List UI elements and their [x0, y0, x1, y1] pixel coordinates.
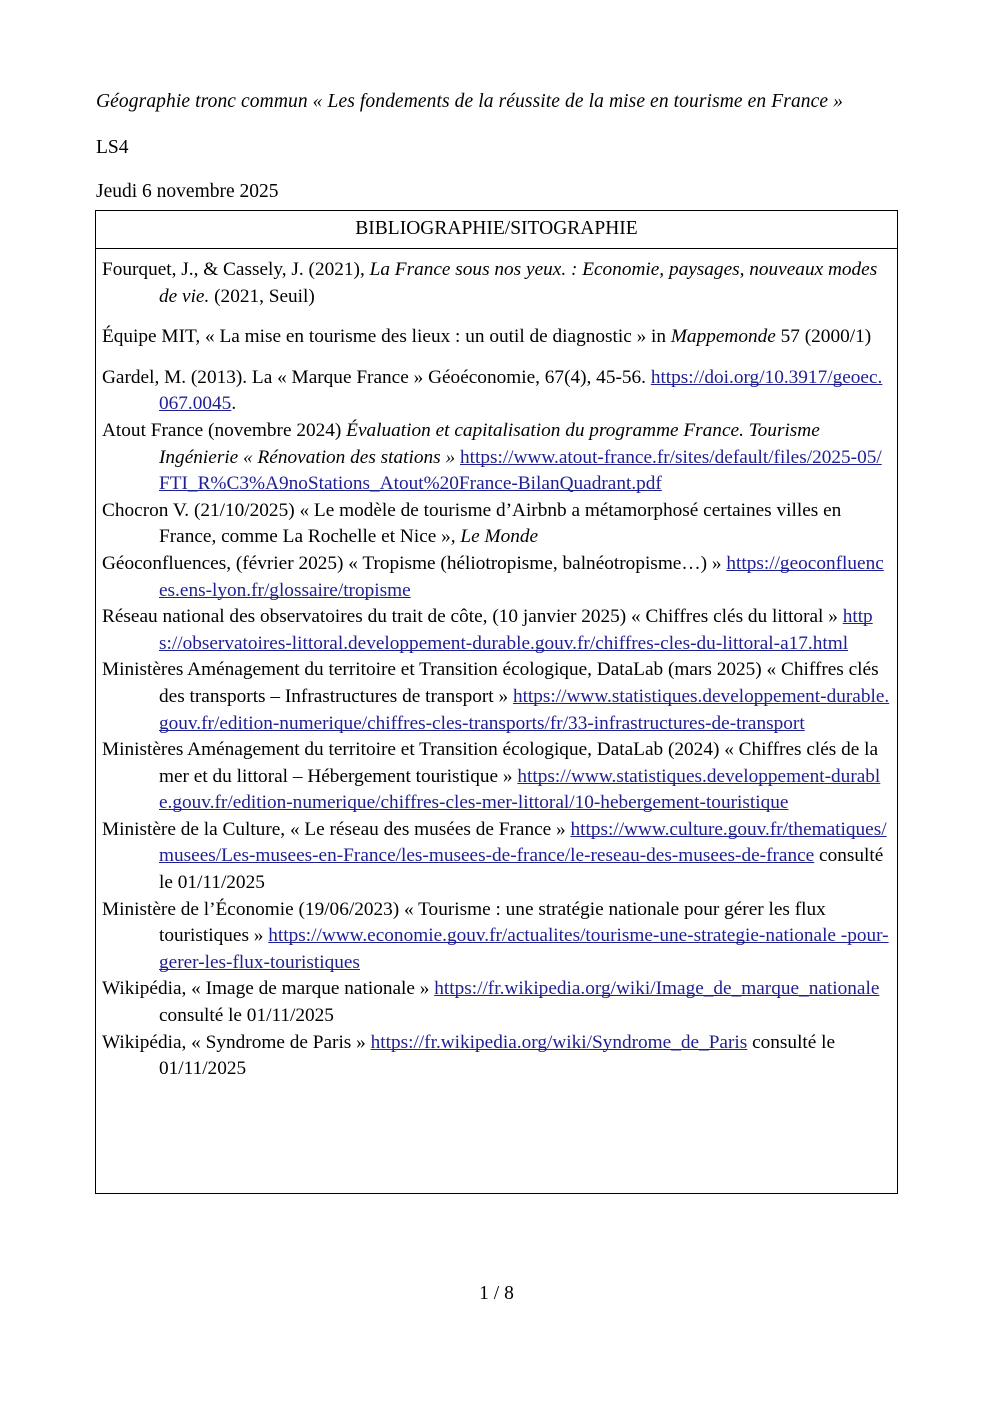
- reference-text: consulté le 01/11/2025: [159, 845, 884, 894]
- reference-text: Wikipédia, « Syndrome de Paris »: [102, 1031, 371, 1053]
- reference-text: Équipe MIT, « La mise en tourisme des lieux : un outil de diagnostic » in: [102, 326, 671, 348]
- reference-text: 57 (2000/1): [775, 326, 872, 348]
- reference-title-italic: La France sous nos yeux. : Economie, paysages, nouveaux modes de vie.: [159, 259, 878, 307]
- bibliography-entry: [102, 324, 891, 351]
- page-footer: 1 / 8: [479, 1283, 514, 1304]
- reference-text: Wikipédia, « Image de marque nationale »: [102, 978, 435, 1000]
- document-header: [96, 88, 900, 222]
- bibliography-entry: [102, 551, 891, 604]
- reference-text: Chocron V. (21/10/2025) « Le modèle de tourisme d’Airbnb a métamorphosé certaines villes en France, comme La Rochelle et Nice »,: [102, 499, 842, 548]
- reference-title-italic: Évaluation et capitalisation du programme France. Tourisme Ingénierie « Rénovation des stations »: [159, 419, 820, 468]
- reference-text: Ministère de l’Économie (19/06/2023) « Tourisme : une stratégie nationale pour gérer les flux touristiques »: [102, 898, 826, 947]
- reference-link[interactable]: https://fr.wikipedia.org/wiki/Image_de_marque_nationale: [434, 978, 880, 1000]
- page-title: Géographie tronc commun « Les fondements de la réussite de la mise en tourisme en France »: [96, 91, 843, 112]
- reference-link[interactable]: https://observatoires-littoral.developpement-durable.gouv.fr/chiffres-cles-du-littoral-a17.html: [159, 606, 873, 654]
- reference-text: Fourquet, J., & Cassely, J. (2021),: [102, 259, 370, 280]
- bibliography-table: [95, 210, 898, 1194]
- reference-text: Gardel, M. (2013). La « Marque France » Géoéconomie, 67(4), 45-56.: [102, 366, 651, 388]
- reference-link[interactable]: https://doi.org/10.3917/geoec.067.0045: [159, 366, 883, 415]
- reference-text: consulté le 01/11/2025: [159, 1031, 836, 1080]
- reference-title-italic: Mappemonde: [670, 326, 776, 348]
- reference-link[interactable]: https://www.culture.gouv.fr/thematiques/musees/Les-musees-en-France/les-musees-de-france/le-reseau-des-musees-de-france: [159, 818, 887, 867]
- reference-title-italic: Le Monde: [460, 526, 539, 548]
- document-date: Jeudi 6 novembre 2025: [96, 181, 279, 202]
- reference-text: consulté le 01/11/2025: [159, 1005, 334, 1027]
- reference-text: (2021, Seuil): [209, 285, 315, 307]
- bibliography-table-header: BIBLIOGRAPHIE/SITOGRAPHIE: [96, 211, 897, 249]
- reference-link[interactable]: https://www.statistiques.developpement-durable.gouv.fr/edition-numerique/chiffres-cles-mer-littoral/10-hebergement-touristique: [159, 765, 881, 814]
- reference-text: Ministères Aménagement du territoire et Transition écologique, DataLab (mars 2025) « Chiffres clés des transports – Infrastructures de transport »: [102, 659, 879, 707]
- bibliography-entry: [102, 976, 891, 1029]
- bibliography-entry: [102, 657, 891, 737]
- bibliography-entry: [102, 365, 891, 418]
- course-code: LS4: [96, 137, 129, 158]
- bibliography-entry: [102, 737, 891, 817]
- bibliography-entry: [102, 897, 891, 977]
- bibliography-entry: [102, 817, 891, 897]
- reference-text: Atout France (novembre 2024): [102, 419, 347, 441]
- reference-text: .: [231, 393, 237, 415]
- reference-link[interactable]: https://geoconfluences.ens-lyon.fr/glossaire/tropisme: [159, 552, 884, 601]
- reference-text: Réseau national des observatoires du trait de côte, (10 janvier 2025) « Chiffres clés du littoral »: [102, 606, 843, 628]
- bibliography-entry: [102, 1030, 891, 1083]
- reference-link[interactable]: https://fr.wikipedia.org/wiki/Syndrome_de_Paris: [370, 1031, 748, 1053]
- reference-link[interactable]: https://www.atout-france.fr/sites/default/files/2025-05/FTI_R%C3%A9noStations_Atout%20France-BilanQuadrant.pdf: [159, 446, 882, 495]
- bibliography-entry: [102, 418, 891, 498]
- bibliography-entry: [102, 604, 891, 657]
- bibliography-entry: [102, 498, 891, 551]
- bibliography-entries-list: [96, 249, 897, 1193]
- reference-text: Géoconfluences, (février 2025) « Tropisme (héliotropisme, balnéotropisme…) »: [102, 552, 727, 574]
- bibliography-entry: [102, 257, 891, 310]
- reference-link[interactable]: https://www.statistiques.developpement-durable.gouv.fr/edition-numerique/chiffres-cles-transports/fr/33-infrastructures-de-transport: [159, 685, 890, 734]
- reference-text: Ministères Aménagement du territoire et Transition écologique, DataLab (2024) « Chiffres clés de la mer et du littoral – Hébergement touristique »: [102, 739, 879, 787]
- reference-link[interactable]: https://www.economie.gouv.fr/actualites/tourisme-une-strategie-nationale -pour-gerer-les-flux-touristiques: [159, 925, 889, 973]
- reference-text: Ministère de la Culture, « Le réseau des musées de France »: [102, 818, 571, 840]
